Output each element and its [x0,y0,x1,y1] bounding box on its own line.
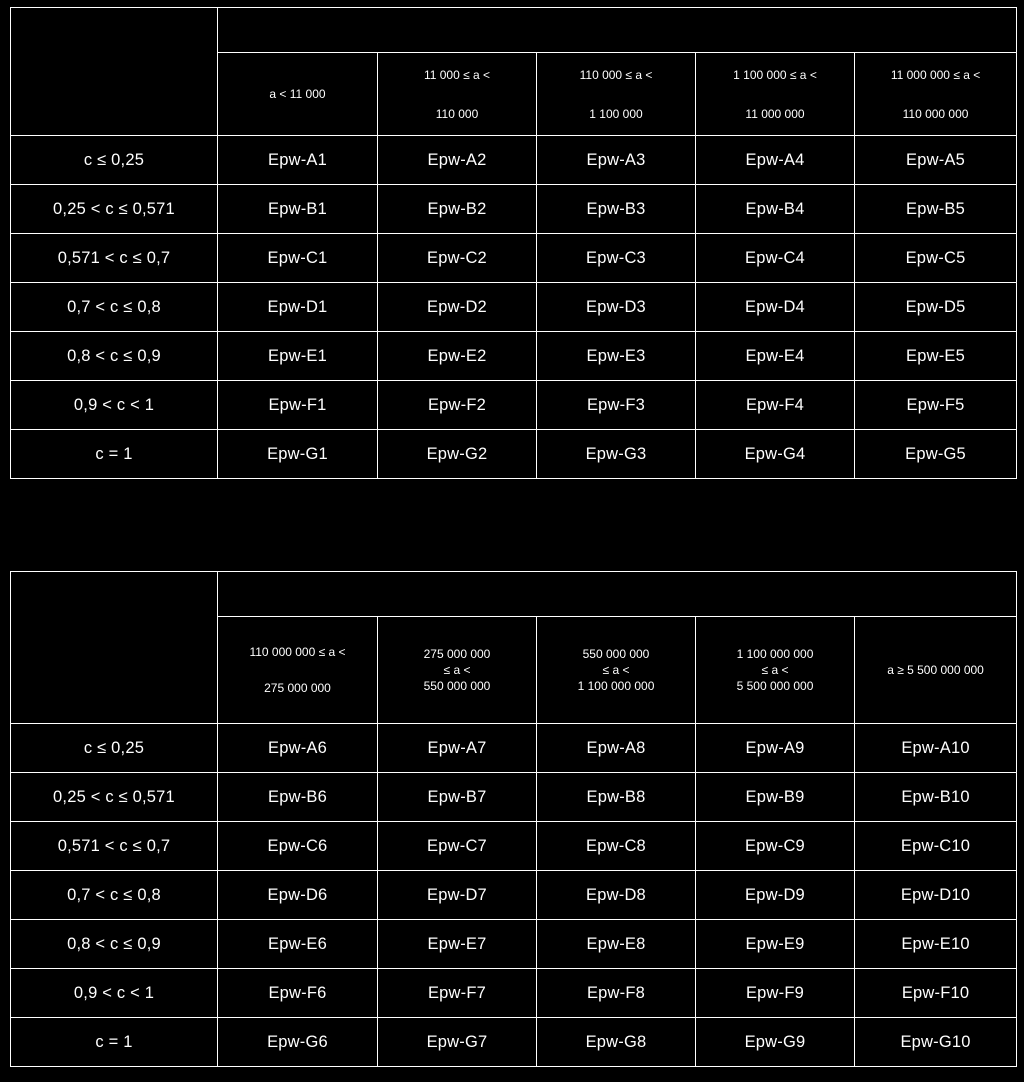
table-cell: Epw-G9 [696,1018,855,1067]
table-cell: Epw-B2 [378,185,537,234]
table1-top-row [11,8,1017,53]
table1-header-band [218,8,1017,53]
table-cell: Epw-B4 [696,185,855,234]
table-cell: Epw-C9 [696,822,855,871]
column-header-line: 110 000 ≤ a < [579,67,653,82]
table-cell: Epw-A4 [696,136,855,185]
table-cell: Epw-G7 [378,1018,537,1067]
table1-corner-cell [11,8,218,136]
table-cell: Epw-D3 [537,283,696,332]
table-cell: Epw-G8 [537,1018,696,1067]
table-cell: Epw-C10 [855,822,1017,871]
table-cell: Epw-D9 [696,871,855,920]
column-header-line: 11 000 ≤ a < [423,67,491,82]
row-label: 0,25 < c ≤ 0,571 [11,773,218,822]
table2-header-band [218,572,1017,617]
table-cell: Epw-C3 [537,234,696,283]
table-cell: Epw-F2 [378,381,537,430]
table-row [11,381,1017,430]
table-cell: Epw-E7 [378,920,537,969]
row-label: 0,8 < c ≤ 0,9 [11,332,218,381]
column-header-line: 11 000 000 ≤ a < [890,67,981,82]
row-label: 0,25 < c ≤ 0,571 [11,185,218,234]
table2-column-header [855,617,1017,724]
table-cell: Epw-F9 [696,969,855,1018]
row-label: c = 1 [11,430,218,479]
table-cell: Epw-E3 [537,332,696,381]
table-cell: Epw-B8 [537,773,696,822]
table-cell: Epw-F8 [537,969,696,1018]
table-cell: Epw-F1 [218,381,378,430]
table-cell: Epw-D4 [696,283,855,332]
column-header-line: 275 000 000 [264,681,331,695]
row-label: c ≤ 0,25 [11,724,218,773]
table-cell: Epw-B10 [855,773,1017,822]
table-cell: Epw-F7 [378,969,537,1018]
column-header-line: 275 000 000 [423,647,491,661]
table-cell: Epw-B6 [218,773,378,822]
table-cell: Epw-E5 [855,332,1017,381]
table-cell: Epw-E9 [696,920,855,969]
table-cell: Epw-E2 [378,332,537,381]
row-label: 0,571 < c ≤ 0,7 [11,822,218,871]
table1-column-header [378,53,537,136]
table-cell: Epw-D7 [378,871,537,920]
column-header-line: 1 100 000 000 [577,679,655,693]
column-header-line: 11 000 000 [745,106,805,121]
table-cell: Epw-G3 [537,430,696,479]
row-label: 0,9 < c < 1 [11,381,218,430]
table-cell: Epw-A1 [218,136,378,185]
table-cell: Epw-C5 [855,234,1017,283]
table-row [11,332,1017,381]
table-cell: Epw-G4 [696,430,855,479]
table-cell: Epw-G6 [218,1018,378,1067]
table-cell: Epw-F10 [855,969,1017,1018]
table-row [11,283,1017,332]
table1-column-header [696,53,855,136]
table-cell: Epw-C7 [378,822,537,871]
column-header-line: 1 100 000 [589,106,643,121]
row-label: 0,7 < c ≤ 0,8 [11,871,218,920]
table1-column-header [537,53,696,136]
table-row [11,234,1017,283]
table-row [11,822,1017,871]
column-header-line: 110 000 000 ≤ a < [249,645,346,659]
table2-column-header [696,617,855,724]
column-header-line: ≤ a < [602,663,630,677]
table1-column-header [855,53,1017,136]
table-cell: Epw-A2 [378,136,537,185]
table-row [11,724,1017,773]
row-label: 0,571 < c ≤ 0,7 [11,234,218,283]
table-cell: Epw-F6 [218,969,378,1018]
table2-corner-cell [11,572,218,724]
table-row [11,773,1017,822]
table-cell: Epw-E10 [855,920,1017,969]
table-cell: Epw-B5 [855,185,1017,234]
table-cell: Epw-E4 [696,332,855,381]
table-cell: Epw-A10 [855,724,1017,773]
table-row [11,185,1017,234]
column-header-line: ≤ a < [443,663,471,677]
table2-top-row [11,572,1017,617]
table-cell: Epw-E8 [537,920,696,969]
column-header-line: 110 000 [435,106,479,121]
table-cell: Epw-G2 [378,430,537,479]
table-cell: Epw-F3 [537,381,696,430]
column-header-line: a ≥ 5 500 000 000 [887,663,984,677]
table-cell: Epw-C1 [218,234,378,283]
table-row [11,1018,1017,1067]
table2-column-header [218,617,378,724]
column-header-line: 550 000 000 [582,647,650,661]
row-label: 0,8 < c ≤ 0,9 [11,920,218,969]
table-cell: Epw-A3 [537,136,696,185]
column-header-line: 550 000 000 [423,679,491,693]
table-cell: Epw-B3 [537,185,696,234]
column-header-line: a < 11 000 [269,87,326,101]
table-cell: Epw-D5 [855,283,1017,332]
table-row [11,969,1017,1018]
column-header-line: 5 500 000 000 [736,679,814,693]
table-cell: Epw-C4 [696,234,855,283]
table-cell: Epw-C6 [218,822,378,871]
table2-column-header [378,617,537,724]
table-cell: Epw-D6 [218,871,378,920]
table-row [11,871,1017,920]
table-row [11,136,1017,185]
row-label: 0,7 < c ≤ 0,8 [11,283,218,332]
table-cell: Epw-B1 [218,185,378,234]
table-cell: Epw-G1 [218,430,378,479]
table-cell: Epw-B7 [378,773,537,822]
table-cell: Epw-A7 [378,724,537,773]
table-cell: Epw-F5 [855,381,1017,430]
table-cell: Epw-E6 [218,920,378,969]
column-header-line: 1 100 000 ≤ a < [733,67,817,82]
table-cell: Epw-C2 [378,234,537,283]
row-label: c = 1 [11,1018,218,1067]
table1-column-header [218,53,378,136]
row-label: 0,9 < c < 1 [11,969,218,1018]
column-header-line: 110 000 000 [902,106,969,121]
epw-table-1 [10,7,1017,479]
table-row [11,920,1017,969]
table-cell: Epw-A9 [696,724,855,773]
table-cell: Epw-G5 [855,430,1017,479]
table-cell: Epw-D10 [855,871,1017,920]
table-row [11,430,1017,479]
table-cell: Epw-A5 [855,136,1017,185]
table-cell: Epw-D8 [537,871,696,920]
row-label: c ≤ 0,25 [11,136,218,185]
table-cell: Epw-A6 [218,724,378,773]
column-header-line: 1 100 000 000 [736,647,814,661]
table-cell: Epw-G10 [855,1018,1017,1067]
column-header-line: ≤ a < [761,663,789,677]
table-cell: Epw-A8 [537,724,696,773]
table-cell: Epw-F4 [696,381,855,430]
table-cell: Epw-E1 [218,332,378,381]
table2-column-header [537,617,696,724]
table-cell: Epw-D1 [218,283,378,332]
table-cell: Epw-C8 [537,822,696,871]
table-cell: Epw-B9 [696,773,855,822]
epw-table-2 [10,571,1017,1067]
table-cell: Epw-D2 [378,283,537,332]
